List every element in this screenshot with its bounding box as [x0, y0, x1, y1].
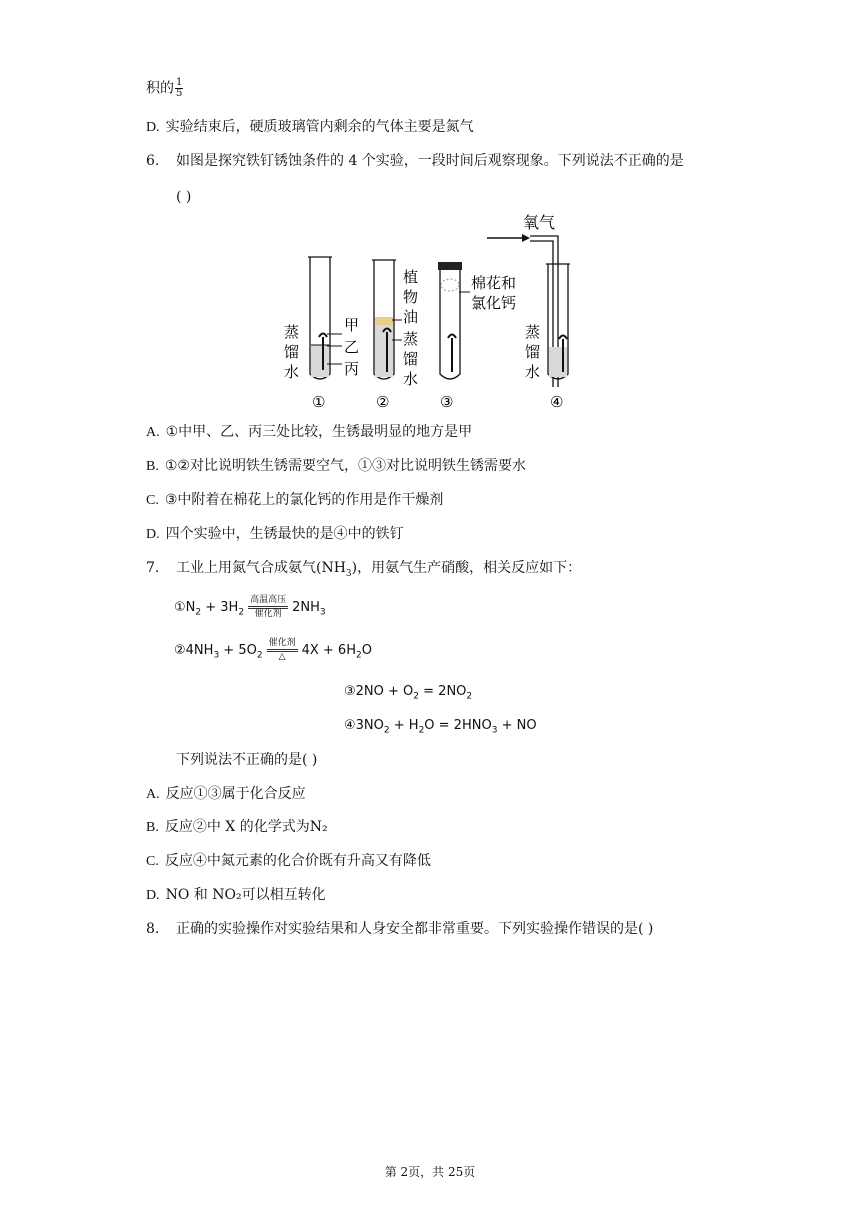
question-text: 如图是探究铁钉锈蚀条件的 4 个实验，一段时间后观察现象。下列说法不正确的是: [176, 153, 684, 169]
question-6-blank: [176, 187, 191, 207]
option-text: 反应④中氮元素的化合价既有升高又有降低: [164, 853, 431, 869]
reaction-1-condition: 高温高压 催化剂: [250, 595, 287, 619]
rust-experiment-figure: [282, 212, 602, 412]
fraction-intro-text: 积的: [146, 80, 174, 97]
option-letter: D.: [146, 888, 160, 903]
fraction-continuation: [146, 78, 183, 99]
q6-option-a: [146, 422, 472, 443]
option-text: 反应①③属于化合反应: [165, 786, 306, 802]
point-bing: 丙: [344, 360, 360, 378]
oil-label-a: 植: [403, 268, 419, 286]
water-label-1a: 蒸: [284, 323, 300, 341]
water-label-2a: 蒸: [403, 330, 419, 348]
tube-number-1: ①: [312, 393, 326, 411]
option-letter: B.: [146, 459, 159, 474]
option-letter: A.: [146, 425, 160, 440]
q7-option-a: [146, 784, 306, 805]
q6-option-b: [146, 456, 526, 477]
option-letter: C.: [146, 854, 159, 869]
q7-option-c: [146, 851, 431, 872]
reaction-2-condition: 催化剂 △: [268, 638, 296, 662]
prev-option-d: [146, 117, 474, 138]
question-number: 6.: [146, 153, 160, 169]
water-label-4b: 馏: [525, 343, 541, 361]
tube-number-3: ③: [440, 393, 454, 411]
option-letter: D.: [146, 120, 160, 135]
subscript: 3: [345, 568, 352, 579]
answer-blank: ( ): [176, 189, 192, 205]
cotton-label-b: 氯化钙: [471, 294, 517, 312]
test-tube-3: [438, 262, 462, 379]
oil-label-b: 物: [403, 288, 419, 306]
question-7-ask: [176, 750, 317, 770]
question-8-stem: [146, 919, 653, 939]
reaction-4: $④3NO_2 + H_2O = 2HNO_3$ + NO: [344, 718, 537, 736]
option-letter: A.: [146, 787, 160, 802]
water-label-4c: 水: [525, 363, 541, 381]
point-jia: 甲: [344, 316, 360, 334]
reaction-2: $②4NH_3 + 5O_2$ 催化剂 △ $4X + 6H_2O$: [174, 638, 372, 662]
water-label-1b: 馏: [284, 343, 300, 361]
q7-option-d: [146, 885, 326, 906]
question-text-a: 工业上用氮气合成氨气(NH: [176, 560, 346, 576]
water-label-2b: 馏: [403, 350, 419, 368]
question-number: 7.: [146, 560, 160, 576]
question-7-stem: [146, 558, 581, 584]
option-text: ①中甲、乙、丙三处比较，生锈最明显的地方是甲: [165, 424, 473, 440]
oxygen-label: 氧气: [523, 213, 556, 232]
question-number: 8.: [146, 921, 160, 937]
fraction-one-fifth: $\frac{1}{5}$: [176, 77, 183, 99]
water-label-2c: 水: [403, 370, 419, 388]
question-text: 正确的实验操作对实验结果和人身安全都非常重要。下列实验操作错误的是( ): [176, 921, 654, 937]
option-text: 反应②中 X 的化学式为N₂: [164, 819, 328, 835]
page-footer: 第 2页，共 25页: [384, 1165, 476, 1179]
q6-option-c: [146, 490, 443, 511]
q6-option-d: [146, 524, 404, 545]
tube-number-4: ④: [550, 393, 564, 411]
option-text: NO 和 NO₂可以相互转化: [165, 887, 326, 903]
water-label-4a: 蒸: [525, 323, 541, 341]
point-yi: 乙: [344, 338, 360, 356]
question-ask-text: 下列说法不正确的是( ): [176, 752, 318, 768]
option-text: ①②对比说明铁生锈需要空气，①③对比说明铁生锈需要水: [164, 458, 526, 474]
water-label-1c: 水: [284, 363, 300, 381]
option-text: 实验结束后，硬质玻璃管内剩余的气体主要是氮气: [165, 119, 474, 135]
option-letter: D.: [146, 527, 160, 542]
option-letter: B.: [146, 820, 159, 835]
question-text-b: )，用氨气生产硝酸，相关反应如下：: [351, 560, 582, 576]
tube-number-2: ②: [376, 393, 390, 411]
option-letter: C.: [146, 493, 159, 508]
reaction-1: $①N_2 + 3H_2$ 高温高压 催化剂 $2NH_3$: [174, 595, 326, 619]
question-6-stem: [146, 151, 684, 171]
cotton-label-a: 棉花和: [471, 274, 517, 292]
test-tube-1: [308, 257, 332, 379]
option-text: 四个实验中，生锈最快的是④中的铁钉: [165, 526, 404, 542]
reaction-3: ③2NO + $O_2 = 2NO_2$: [344, 684, 473, 702]
q7-option-b: [146, 817, 328, 838]
option-text: ③中附着在棉花上的氯化钙的作用是作干燥剂: [164, 492, 444, 508]
oil-label-c: 油: [403, 308, 419, 326]
oxygen-arrow-head: [522, 234, 530, 242]
